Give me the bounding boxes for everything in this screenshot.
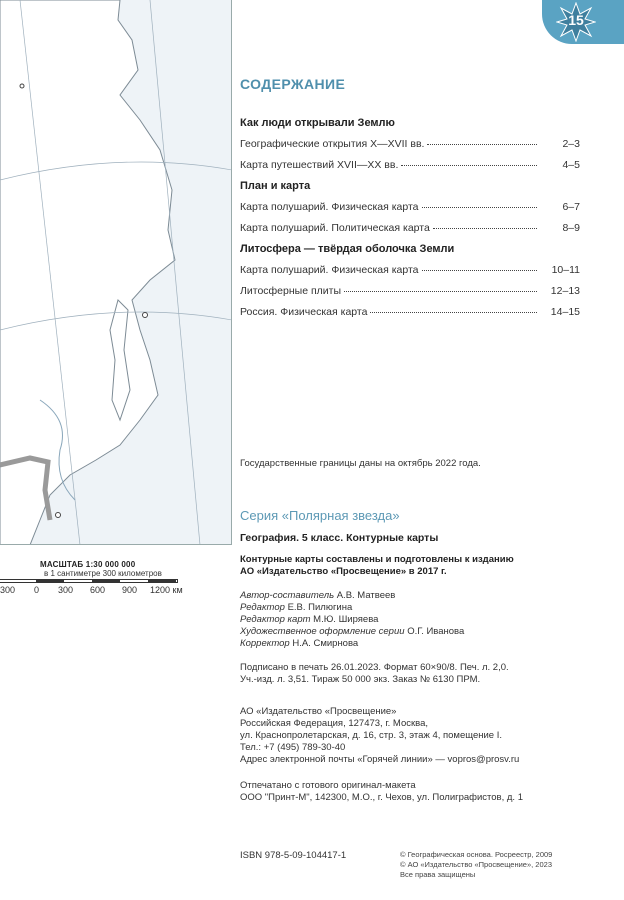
publisher-line: Адрес электронной почты «Горячей линии» — vopros@prosv.ru — [240, 754, 520, 765]
imprint-block — [240, 532, 600, 804]
print-detail-line: Подписано в печать 26.01.2023. Формат 60×90/8. Печ. л. 2,0. — [240, 662, 509, 673]
toc-entry-pages: 14–15 — [550, 306, 580, 318]
publisher-line: Тел.: +7 (495) 789-30-40 — [240, 742, 346, 753]
preparation-note — [240, 554, 600, 578]
toc-entry-pages: 2–3 — [562, 138, 580, 150]
toc-entry-label: Карта полушарий. Физическая карта — [240, 264, 419, 276]
preparation-line: Контурные карты составлены и подготовлены к изданию — [240, 554, 514, 565]
toc-entry-label: Карта путешествий XVII—XX вв. — [240, 159, 399, 171]
credit-name: М.Ю. Ширяева — [313, 614, 379, 625]
print-details — [240, 662, 600, 686]
copyright-line: © Географическая основа. Росреестр, 2009 — [400, 850, 553, 859]
map-scale — [0, 548, 232, 608]
toc-section-title: Литосфера — твёрдая оболочка Земли — [240, 243, 455, 255]
credit-role: Корректор — [240, 638, 290, 649]
printer-line: ООО "Принт-М", 142300, М.О., г. Чехов, ул. Полиграфистов, д. 1 — [240, 792, 523, 803]
printer-line: Отпечатано с готового оригинал-макета — [240, 780, 416, 791]
toc-entry-pages: 6–7 — [562, 201, 580, 213]
copyright-line: Все права защищены — [400, 870, 476, 879]
preparation-line: АО «Издательство «Просвещение» в 2017 г. — [240, 566, 447, 577]
scale-title: МАСШТАБ 1:30 000 000 — [40, 560, 136, 569]
city-marker — [56, 513, 61, 518]
credit-row — [240, 626, 600, 638]
credits-list — [240, 590, 600, 650]
page-number-badge — [542, 0, 624, 44]
book-title: География. 5 класс. Контурные карты — [240, 532, 439, 544]
toc-entry[interactable] — [240, 285, 580, 297]
credit-name: А.В. Матвеев — [336, 590, 396, 601]
toc-leader-dots — [422, 270, 537, 271]
publisher-address — [240, 706, 600, 766]
toc-entry-pages: 8–9 — [562, 222, 580, 234]
publisher-line: Российская Федерация, 127473, г. Москва, — [240, 718, 428, 729]
credit-row — [240, 614, 600, 626]
toc-entry-label: Карта полушарий. Физическая карта — [240, 201, 419, 213]
isbn: ISBN 978-5-09-104417-1 — [240, 850, 347, 861]
toc-entry-label: Карта полушарий. Политическая карта — [240, 222, 430, 234]
credit-role: Редактор карт — [240, 614, 311, 625]
credit-row — [240, 638, 600, 650]
table-of-contents — [240, 76, 580, 327]
credit-role: Автор-составитель — [240, 590, 335, 601]
map-coastline-drawing — [0, 0, 232, 545]
credit-role: Художественное оформление серии — [240, 626, 405, 637]
copyright-notice — [400, 850, 552, 880]
city-marker — [20, 84, 24, 88]
print-detail-line: Уч.-изд. л. 3,51. Тираж 50 000 экз. Заказ № 6130 ПРМ. — [240, 674, 481, 685]
scale-tick: 0 — [34, 585, 40, 595]
page-number: 15 — [568, 12, 584, 28]
publisher-line: АО «Издательство «Просвещение» — [240, 706, 397, 717]
scale-subtitle: в 1 сантиметре 300 километров — [44, 569, 162, 578]
toc-section-title: Как люди открывали Землю — [240, 117, 395, 129]
credit-name: Н.А. Смирнова — [292, 638, 359, 649]
toc-entry-pages: 10–11 — [551, 264, 580, 276]
toc-entry[interactable] — [240, 306, 580, 318]
scale-tick: 1200 км — [150, 585, 183, 595]
toc-leader-dots — [427, 144, 537, 145]
toc-entry-pages: 4–5 — [562, 159, 580, 171]
toc-entry[interactable] — [240, 159, 580, 171]
toc-entry-pages: 12–13 — [550, 285, 580, 297]
credit-row — [240, 602, 600, 614]
credit-name: Е.В. Пилюгина — [287, 602, 353, 613]
series-title: Серия «Полярная звезда» — [240, 508, 400, 523]
toc-entry-label: Литосферные плиты — [240, 285, 341, 297]
copyright-line: © АО «Издательство «Просвещение», 2023 — [400, 860, 552, 869]
toc-entry-label: Россия. Физическая карта — [240, 306, 368, 318]
credit-name: О.Г. Иванова — [407, 626, 465, 637]
credit-row — [240, 590, 600, 602]
toc-leader-dots — [401, 165, 537, 166]
toc-entry[interactable] — [240, 201, 580, 213]
scale-tick: 300 — [58, 585, 74, 595]
scale-tick: 300 — [0, 585, 16, 595]
land-shape — [0, 0, 175, 545]
scale-tick: 900 — [122, 585, 138, 595]
toc-entry[interactable] — [240, 138, 580, 150]
toc-leader-dots — [422, 207, 537, 208]
toc-leader-dots — [344, 291, 537, 292]
publisher-line: ул. Краснопролетарская, д. 16, стр. 3, этаж 4, помещение I. — [240, 730, 502, 741]
borders-notice: Государственные границы даны на октябрь 2022 года. — [240, 458, 481, 469]
contents-title: СОДЕРЖАНИЕ — [240, 76, 346, 92]
toc-section-title: План и карта — [240, 180, 311, 192]
credit-role: Редактор — [240, 602, 285, 613]
scale-bar — [0, 579, 178, 583]
toc-entry-label: Географические открытия X—XVII вв. — [240, 138, 425, 150]
toc-entry[interactable] — [240, 222, 580, 234]
toc-leader-dots — [433, 228, 537, 229]
contour-map-fragment — [0, 0, 232, 545]
city-marker — [143, 313, 148, 318]
printer-info — [240, 780, 600, 804]
scale-tick: 600 — [90, 585, 106, 595]
toc-entry[interactable] — [240, 264, 580, 276]
toc-leader-dots — [370, 312, 537, 313]
